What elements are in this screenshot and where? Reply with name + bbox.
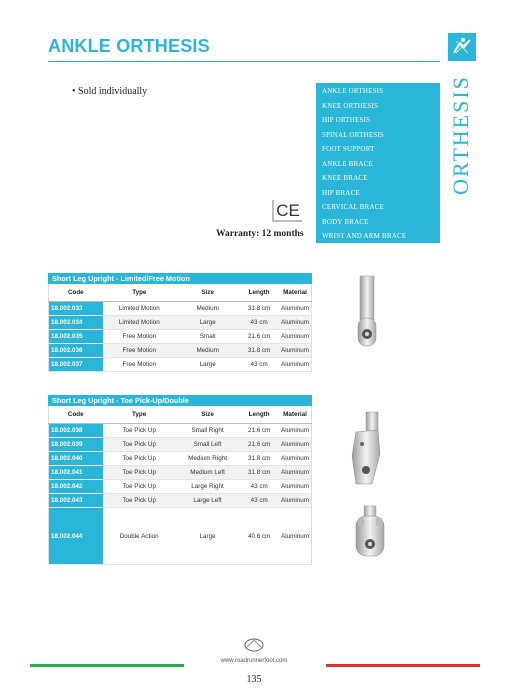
cell-length: 43 cm — [239, 358, 279, 372]
cell-size: Medium Left — [176, 466, 239, 480]
cell-length: 31.8 cm — [239, 466, 279, 480]
menu-item-body-brace[interactable]: BODY BRACE — [322, 217, 369, 226]
cell-code: 18.002.036 — [49, 344, 103, 358]
col-header-material: Material — [279, 284, 312, 302]
spec-table-limited-free-motion — [48, 273, 312, 372]
cell-material: Aluminum — [279, 330, 312, 344]
cell-material: Aluminum — [279, 508, 312, 565]
col-header-length: Length — [239, 406, 279, 424]
page-number: 135 — [246, 674, 262, 685]
cell-type: Free Motion — [103, 358, 176, 372]
cell-material: Aluminum — [279, 316, 312, 330]
cell-code: 18.002.041 — [49, 466, 103, 480]
cell-size: Large — [176, 358, 239, 372]
cell-type: Free Motion — [103, 330, 176, 344]
footer-logo-icon — [240, 636, 268, 654]
cell-size: Medium — [176, 344, 239, 358]
cell-code: 18.002.044 — [49, 508, 103, 565]
cell-type: Toe Pick Up — [103, 480, 176, 494]
menu-item-hip-brace[interactable]: HIP BRACE — [322, 188, 360, 197]
table-row — [49, 302, 312, 316]
table-title: Short Leg Upright - Toe Pick-Up/Double — [48, 395, 312, 406]
cell-size: Medium — [176, 302, 239, 316]
table-row — [49, 452, 312, 466]
col-header-material: Material — [279, 406, 312, 424]
cell-type: Toe Pick Up — [103, 466, 176, 480]
cell-type: Limited Motion — [103, 302, 176, 316]
cell-length: 40.6 cm — [239, 508, 279, 565]
cell-type: Free Motion — [103, 344, 176, 358]
col-header-type: Type — [103, 284, 176, 302]
limited-motion-upright-image — [348, 274, 388, 352]
table-title: Short Leg Upright - Limited/Free Motion — [48, 273, 312, 284]
cell-material: Aluminum — [279, 302, 312, 316]
cell-size: Large Right — [176, 480, 239, 494]
cell-length: 43 cm — [239, 316, 279, 330]
footer-rule-left — [30, 664, 184, 667]
cell-length: 43 cm — [239, 494, 279, 508]
table-row — [49, 358, 312, 372]
table-row — [49, 438, 312, 452]
table-row — [49, 330, 312, 344]
col-header-type: Type — [103, 406, 176, 424]
cell-size: Medium Right — [176, 452, 239, 466]
cell-material: Aluminum — [279, 438, 312, 452]
cell-material: Aluminum — [279, 452, 312, 466]
menu-item-knee-orthesis[interactable]: KNEE ORTHESIS — [322, 101, 379, 110]
feature-item: • Sold individually — [72, 86, 148, 97]
cell-code: 18.002.039 — [49, 438, 103, 452]
table-header-row — [49, 284, 312, 302]
table-row — [49, 508, 312, 565]
menu-item-wrist-and-arm-brace[interactable]: WRIST AND ARM BRACE — [322, 232, 407, 240]
cell-size: Large Left — [176, 494, 239, 508]
footer-rule-right — [326, 664, 480, 667]
cell-length: 31.8 cm — [239, 452, 279, 466]
menu-item-foot-support[interactable]: FOOT SUPPORT — [322, 145, 375, 153]
cell-code: 18.002.038 — [49, 424, 103, 438]
table-row — [49, 494, 312, 508]
feature-text: Sold individually — [78, 86, 148, 97]
table-row — [49, 466, 312, 480]
cell-code: 18.002.042 — [49, 480, 103, 494]
col-header-size: Size — [176, 284, 239, 302]
menu-item-hip-orthesis[interactable]: HIP ORTHESIS — [322, 116, 371, 124]
cell-length: 21.6 cm — [239, 438, 279, 452]
col-header-code: Code — [49, 406, 103, 424]
cell-length: 31.8 cm — [239, 302, 279, 316]
col-header-code: Code — [49, 284, 103, 302]
cell-type: Toe Pick Up — [103, 438, 176, 452]
col-header-size: Size — [176, 406, 239, 424]
spec-table — [48, 284, 312, 372]
cell-size: Small Left — [176, 438, 239, 452]
menu-item-knee-brace[interactable]: KNEE BRACE — [322, 174, 368, 182]
table-header-row — [49, 406, 312, 424]
menu-item-ankle-brace[interactable]: ANKLE BRACE — [322, 159, 374, 168]
menu-item-ankle-orthesis[interactable]: ANKLE ORTHESIS — [322, 87, 384, 95]
warranty-text: Warranty: 12 months — [216, 229, 304, 239]
ce-mark: CE — [272, 200, 302, 222]
cell-length: 43 cm — [239, 480, 279, 494]
spec-table — [48, 406, 312, 565]
menu-item-cervical-brace[interactable]: CERVICAL BRACE — [322, 203, 385, 211]
table-row — [49, 480, 312, 494]
table-row — [49, 344, 312, 358]
cell-code: 18.002.037 — [49, 358, 103, 372]
col-header-length: Length — [239, 284, 279, 302]
cell-code: 18.002.034 — [49, 316, 103, 330]
category-menu — [316, 83, 440, 243]
cell-material: Aluminum — [279, 480, 312, 494]
spec-table-toe-pick-up-double — [48, 395, 312, 565]
cell-material: Aluminum — [279, 424, 312, 438]
cell-length: 21.6 cm — [239, 424, 279, 438]
cell-material: Aluminum — [279, 466, 312, 480]
cell-material: Aluminum — [279, 494, 312, 508]
cell-type: Toe Pick Up — [103, 494, 176, 508]
footer-website-link[interactable]: www.roadrunnerfoot.com — [220, 658, 288, 664]
double-action-upright-image — [348, 500, 392, 576]
cell-length: 21.6 cm — [239, 330, 279, 344]
toe-pick-up-upright-image — [342, 410, 388, 490]
cell-size: Large — [176, 316, 239, 330]
title-divider — [48, 61, 440, 62]
cell-size: Small — [176, 330, 239, 344]
cell-type: Double Action — [103, 508, 176, 565]
cell-size: Large — [176, 508, 239, 565]
cell-code: 18.002.040 — [49, 452, 103, 466]
cell-material: Aluminum — [279, 344, 312, 358]
cell-type: Limited Motion — [103, 316, 176, 330]
page-title: ANKLE ORTHESIS — [48, 36, 210, 56]
cell-code: 18.002.043 — [49, 494, 103, 508]
cell-code: 18.002.035 — [49, 330, 103, 344]
cell-type: Toe Pick Up — [103, 452, 176, 466]
cell-length: 31.8 cm — [239, 344, 279, 358]
cell-material: Aluminum — [279, 358, 312, 372]
menu-item-spinal-orthesis[interactable]: SPINAL ORTHESIS — [322, 130, 385, 139]
runner-logo-icon — [448, 33, 476, 61]
table-row — [49, 424, 312, 438]
cell-size: Small Right — [176, 424, 239, 438]
table-row — [49, 316, 312, 330]
cell-code: 18.002.033 — [49, 302, 103, 316]
cell-type: Toe Pick Up — [103, 424, 176, 438]
category-label: ORTHESIS — [448, 75, 473, 195]
category-vertical-label — [446, 75, 476, 195]
brand-logo — [448, 33, 476, 61]
